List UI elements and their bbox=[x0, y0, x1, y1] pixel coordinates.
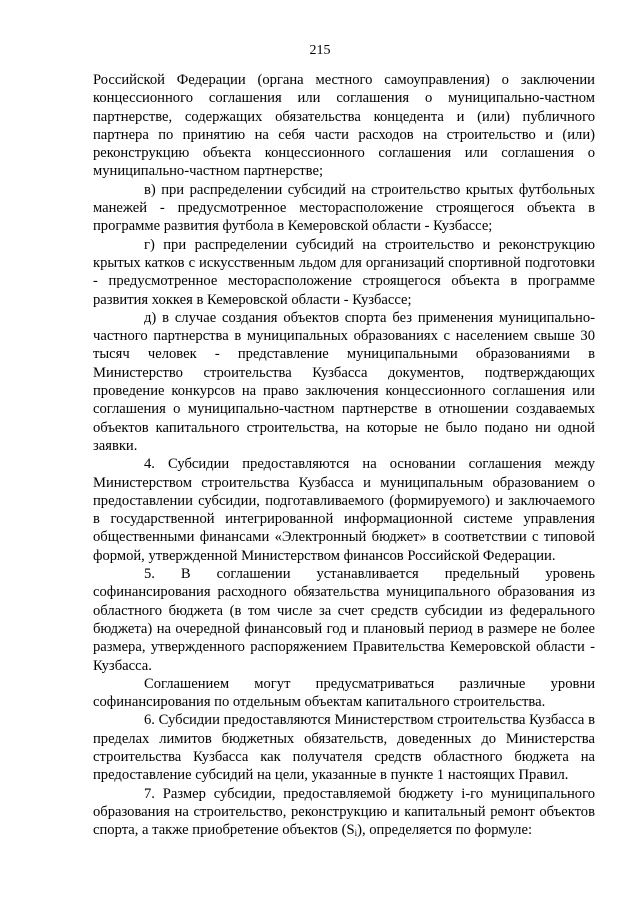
paragraph-item-d: д) в случае создания объектов спорта без применения муниципально-частного партнерства в муниципальных образованиях с населением свыше 30 тысяч человек - представление муниципальными образованиями в Министерство строительства Кузбасса документов, подтверждающих проведение конкурсов на право заключения концессионного соглашения или соглашения о муниципально-частном партнерстве в отношении создаваемых объектов капитального строительства, на которые не было подано ни одной заявки. bbox=[93, 309, 595, 454]
page-number: 215 bbox=[309, 43, 331, 58]
clause-7-subscript: i bbox=[354, 828, 358, 839]
paragraph-item-v: в) при распределении субсидий на строительство крытых футбольных манежей - предусмотренное месторасположение строящегося объекта в программе развития футбола в Кемеровской области - Кузбассе; bbox=[93, 181, 595, 235]
paragraph-clause-4: 4. Субсидии предоставляются на основании соглашения между Министерством строительства Кузбасса и муниципальным образованием о предоставлении субсидии, подготавливаемого (формируемого) и заключаемого в государственной интегрированной информационной системе управления общественными финансами «Электронный бюджет» в соответствии с типовой формой, утвержденной Министерством финансов Российской Федерации. bbox=[93, 456, 595, 564]
document-body bbox=[93, 71, 595, 842]
paragraph-continuation: Российской Федерации (органа местного самоуправления) о заключении концессионного соглашения или соглашения о муниципально-частном партнерстве, содержащих обязательства концедента и (или) публичного партнера по принятию на себя части расходов на строительство и (или) реконструкцию объекта концессионного соглашения или соглашения о муниципально-частном партнерстве; bbox=[93, 72, 595, 180]
paragraph-item-g: г) при распределении субсидий на строительство и реконструкцию крытых катков с искусственным льдом для организаций спортивной подготовки - предусмотренное месторасположение строящегося объекта в программе развития хоккея в Кемеровской области - Кузбассе; bbox=[93, 236, 595, 308]
paragraph-clause-5: 5. В соглашении устанавливается предельный уровень софинансирования расходного обязательства муниципального образования из областного бюджета (в том числе за счет средств субсидии из федерального бюджета) на очередной финансовый год и плановый период в размере не более размера, утвержденного распоряжением Правительства Кемеровской области - Кузбасса. bbox=[93, 566, 595, 674]
clause-7-text-after: ), определяется по формуле: bbox=[357, 822, 532, 839]
paragraph-clause-6: 6. Субсидии предоставляются Министерством строительства Кузбасса в пределах лимитов бюджетных обязательств, доведенных до Министерства строительства Кузбасса как получателя средств областного бюджета на предоставление субсидий на цели, указанные в пункте 1 настоящих Правил. bbox=[93, 712, 595, 784]
paragraph-clause-7 bbox=[93, 785, 595, 843]
clause-7-text-before: 7. Размер субсидии, предоставляемой бюджету i-го муниципального образования на строительство, реконструкцию и капитальный ремонт объектов спорта, а также приобретение объектов (S bbox=[93, 785, 595, 839]
paragraph-cofinancing-levels: Соглашением могут предусматриваться различные уровни софинансирования по отдельным объектам капитального строительства. bbox=[93, 675, 595, 711]
